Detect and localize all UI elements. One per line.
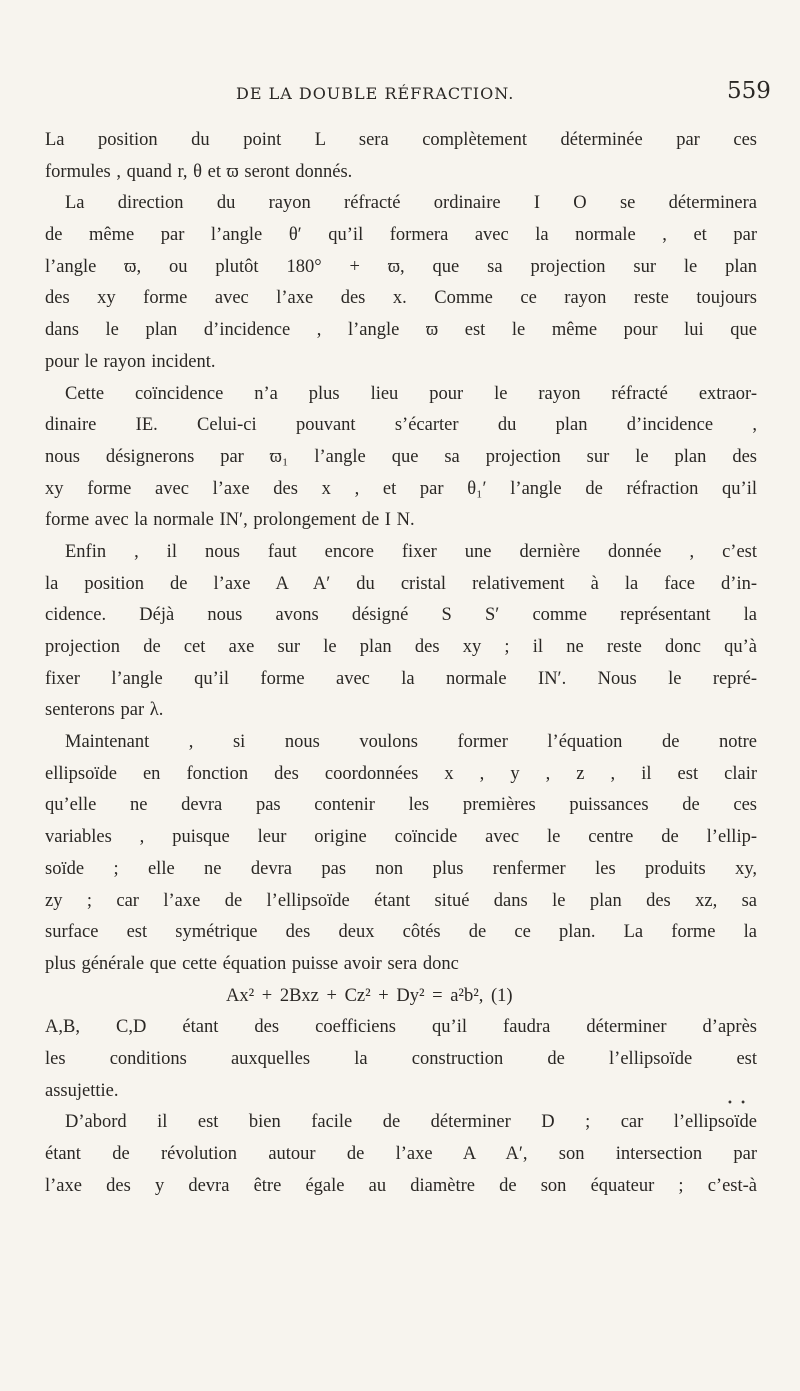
body-text xyxy=(45,125,757,1202)
text-line: Cette coïncidence n’a plus lieu pour le rayon réfracté extraor- xyxy=(65,383,757,404)
text-line: l’axe des y devra être égale au diamètre de son équateur ; c’est-à xyxy=(45,1175,757,1196)
text-line: fixer l’angle qu’il forme avec la normale IN′. Nous le repré- xyxy=(45,668,757,689)
signature-mark: • • xyxy=(727,1098,748,1109)
text-line: la position de l’axe A A′ du cristal relativement à la face d’in- xyxy=(45,573,757,594)
text-line: plus générale que cette équation puisse avoir sera donc xyxy=(45,953,459,974)
text-line: soïde ; elle ne devra pas non plus renfermer les produits xy, xyxy=(45,858,757,879)
text-line: assujettie. xyxy=(45,1080,119,1101)
text-line: des xy forme avec l’axe des x. Comme ce rayon reste toujours xyxy=(45,288,757,309)
text-line: ellipsoïde en fonction des coordonnées x , y , z , il est clair xyxy=(45,763,757,784)
text-line: La position du point L sera complètement déterminée par ces xyxy=(45,130,757,150)
text-line: étant de révolution autour de l’axe A A′, son intersection par xyxy=(45,1144,757,1164)
text-line: formules , quand r, θ et ϖ seront donnés. xyxy=(45,161,353,182)
text-line: projection de cet axe sur le plan des xy ; il ne reste donc qu’à xyxy=(45,637,757,657)
text-line: pour le rayon incident. xyxy=(45,351,216,372)
text-line: Enfin , il nous faut encore fixer une dernière donnée , c’est xyxy=(65,541,757,562)
text-line: variables , puisque leur origine coïncide avec le centre de l’ellip- xyxy=(45,827,757,848)
page-number: 559 xyxy=(727,78,771,104)
text-line: Maintenant , si nous voulons former l’équation de notre xyxy=(65,732,757,753)
text-line: A,B, C,D étant des coefficiens qu’il faudra déterminer d’après xyxy=(45,1017,757,1038)
text-line: nous désignerons par ϖ₁ l’angle que sa projection sur le plan des xyxy=(45,446,757,467)
text-line: La direction du rayon réfracté ordinaire I O se déterminera xyxy=(65,193,757,214)
text-line: surface est symétrique des deux côtés de ce plan. La forme la xyxy=(45,922,757,943)
page-header xyxy=(0,78,800,118)
running-head: DE LA DOUBLE RÉFRACTION. xyxy=(236,84,515,103)
text-line: de même par l’angle θ′ qu’il formera avec la normale , et par xyxy=(45,225,757,246)
text-line: dans le plan d’incidence , l’angle ϖ est le même pour lui que xyxy=(45,320,757,341)
equation-1: Ax² + 2Bxz + Cz² + Dy² = a²b², (1) xyxy=(226,985,513,1006)
text-line: l’angle ϖ, ou plutôt 180° + ϖ, que sa projection sur le plan xyxy=(45,256,757,277)
text-line: xy forme avec l’axe des x , et par θ₁′ l’angle de réfraction qu’il xyxy=(45,478,757,499)
text-line: zy ; car l’axe de l’ellipsoïde étant situé dans le plan des xz, sa xyxy=(45,890,757,911)
text-line: dinaire IE. Celui-ci pouvant s’écarter du plan d’incidence , xyxy=(45,415,757,436)
text-line: cidence. Déjà nous avons désigné S S′ comme représentant la xyxy=(45,605,757,626)
text-line: senterons par λ. xyxy=(45,700,164,721)
text-line: forme avec la normale IN′, prolongement de I N. xyxy=(45,510,415,531)
text-line: les conditions auxquelles la construction de l’ellipsoïde est xyxy=(45,1048,757,1069)
text-line: D’abord il est bien facile de déterminer D ; car l’ellipsoïde xyxy=(65,1112,757,1133)
text-line: qu’elle ne devra pas contenir les premières puissances de ces xyxy=(45,795,757,816)
